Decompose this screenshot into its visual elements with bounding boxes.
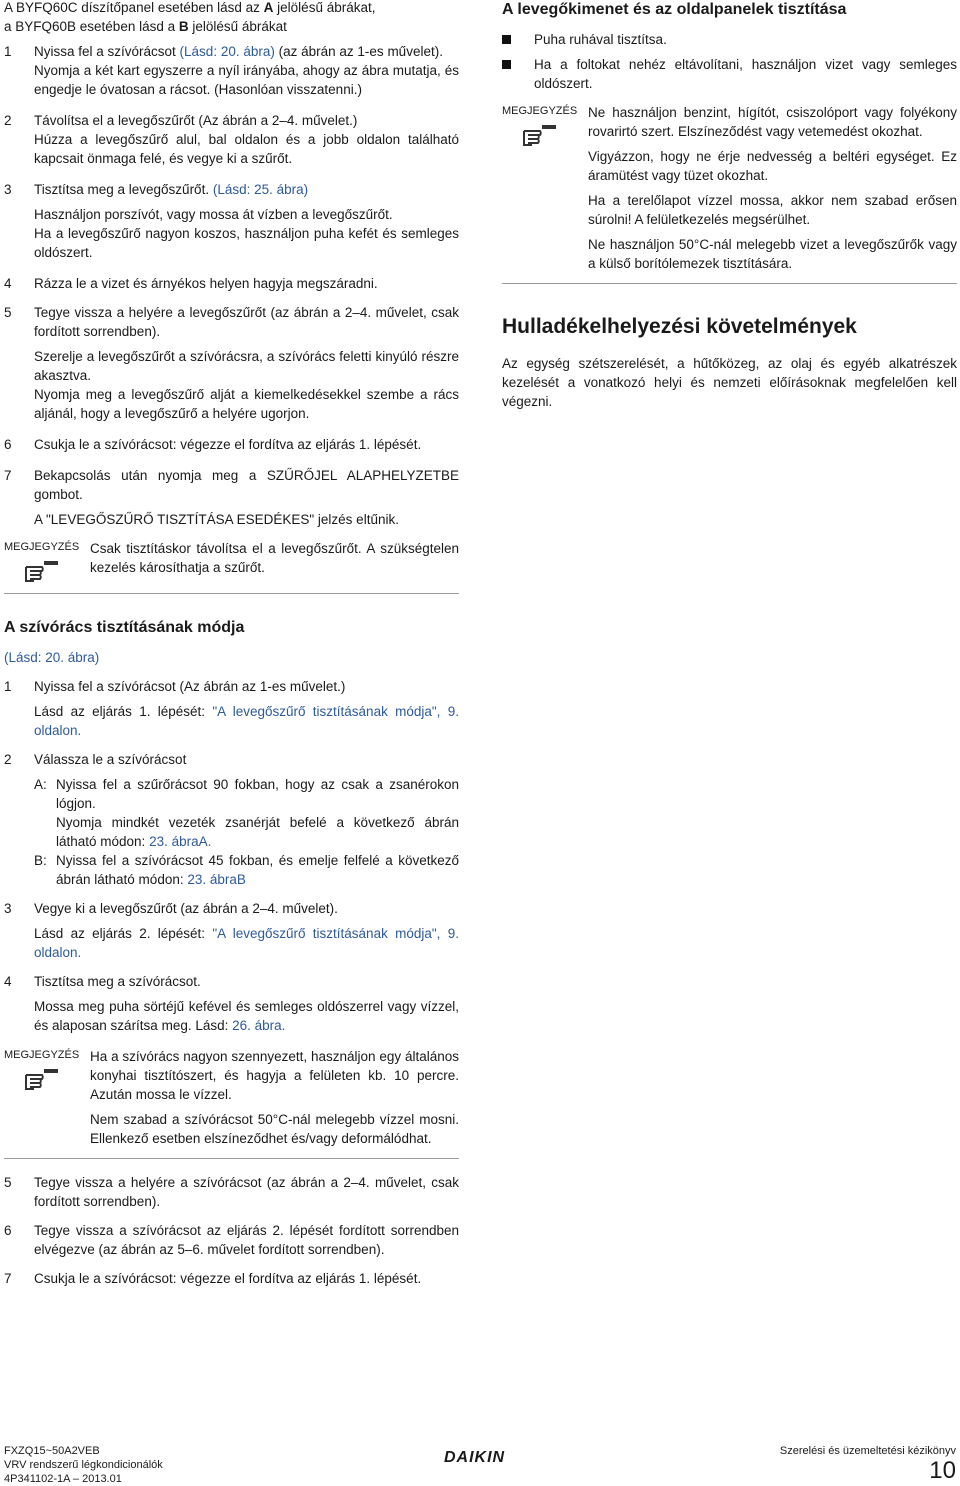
section-title-grille: A szívórács tisztításának módja <box>4 619 245 636</box>
grille-step-7: 7 Csukja le a szívórácsot: végezze el fordítva az eljárás 1. lépését. <box>4 1271 422 1286</box>
option-b: B: Nyissa fel a szívórácsot 45 fokban, és emelje felfelé a következő ábrán látható módon: 23. ábraB <box>34 853 459 887</box>
pointing-hand-icon <box>522 123 558 147</box>
grille-step-4: 4 Tisztítsa meg a szívórácsot. Mossa meg puha sörtéjű kefével és semleges oldószerrel vagy vízzel, és alaposan szárítsa meg. Lásd: 26. ábra. <box>4 974 459 1033</box>
step-3: 3 Tisztítsa meg a levegőszűrőt. (Lásd: 25. ábra) Használjon porszívót, vagy mossa át vízben a levegőszűrőt. Ha a levegőszűrő nagyon koszos, használjon puha kefét és semleges oldószert. <box>4 182 459 260</box>
intro-line-b: a BYFQ60B esetében lásd a B jelölésű ábrákat <box>4 19 287 34</box>
page-number: 10 <box>929 1457 956 1484</box>
note-outlet: MEGJEGYZÉS Ne használjon benzint, hígítót, csiszolóport vagy folyékony rovarirtó szert. Elszíneződést vagy vetemedést okozhat. Vigyázzon, hogy ne érje nedvesség a beltéri egységet. Ez áramütést vagy tüzet okozhat. Ha a terelőlapot vízzel mossa, akkor nem szabad erősen súrolni! A felületkezelés megsérülhet. Ne használjon 50°C-nál melegebb vizet a levegőszűrők vagy a külső borítólemezek tisztítására. <box>502 105 957 271</box>
figure-ref-link[interactable]: 23. ábraA. <box>149 834 212 849</box>
grille-step-1: 1 Nyissa fel a szívórácsot (Az ábrán az 1-es művelet.) Lásd az eljárás 1. lépését: "A levegőszűrő tisztításának módja", 9. oldalon. <box>4 679 459 738</box>
bullet-item: Ha a foltokat nehéz eltávolítani, használjon vizet vagy semleges oldószert. <box>502 55 957 93</box>
grille-step-3: 3 Vegye ki a levegőszűrőt (az ábrán a 2–4. művelet). Lásd az eljárás 2. lépését: "A levegőszűrő tisztításának módja", 9. oldalon. <box>4 901 459 960</box>
manual-title: Szerelési és üzemeltetési kézikönyv <box>779 1445 956 1457</box>
option-a: A: Nyissa fel a szűrőrácsot 90 fokban, hogy az csak a zsanérokon lógjon. Nyomja mindkét vezeték zsanérját befelé a következő ábrán látható módon: 23. ábraA. <box>34 777 459 849</box>
intro-line-a: A BYFQ60C díszítőpanel esetében lásd az A jelölésű ábrákat, <box>4 0 376 15</box>
step-2: 2 Távolítsa el a levegőszűrőt (Az ábrán a 2–4. művelet.) Húzza a levegőszűrő alul, bal oldalon és a jobb oldalon található kapcsait önmaga felé, és vegye ki a szűrőt. <box>4 113 459 166</box>
page-ref-link[interactable]: "A levegőszűrő tisztításának módja", 9. oldalon. <box>34 926 459 960</box>
figure-ref-link[interactable]: 23. ábraB <box>187 872 246 887</box>
model-code: FXZQ15~50A2VEB <box>4 1445 100 1457</box>
square-bullet-icon <box>502 60 511 69</box>
note-grille: MEGJEGYZÉS Ha a szívórács nagyon szennyezett, használjon egy általános konyhai tisztítószert, és hagyja a felületen kb. 10 percre. Azután mossa le vízzel. Nem szabad a szívórácsot 50°C-nál melegebb vízzel mosni. Ellenkező esetben elszíneződhet és/vagy deformálódhat. <box>4 1049 459 1146</box>
pointing-hand-icon <box>24 559 60 583</box>
step-6: 6 Csukja le a szívórácsot: végezze el fordítva az eljárás 1. lépését. <box>4 437 422 452</box>
right-column <box>502 0 957 411</box>
note-filter: MEGJEGYZÉS Csak tisztításkor távolítsa el a levegőszűrőt. A szükségtelen kezelés károsíthatja a szűrőt. <box>4 539 459 583</box>
doc-code: 4P341102-1A – 2013.01 <box>4 1473 122 1485</box>
grille-step-2: 2 Válassza le a szívórácsot A: Nyissa fel a szűrőrácsot 90 fokban, hogy az csak a zsanérokon lógjon. Nyomja mindkét vezeték zsanérját befelé a következő ábrán látható módon: 23. ábraA. B: Nyissa fel a szívórácsot 45 fokban, és emelje felfelé a következő ábrán látható módon: 23. ábraB <box>4 752 459 887</box>
footer-left <box>4 1444 163 1486</box>
note-label: MEGJEGYZÉS <box>4 1049 80 1061</box>
grille-step-6: 6 Tegye vissza a szívórácsot az eljárás 2. lépését fordított sorrendben elvégezve (az ábrán az 5–6. művelet fordított sorrendben). <box>4 1223 459 1257</box>
figure-ref-link[interactable]: (Lásd: 20. ábra) <box>4 650 100 665</box>
bullet-item: Puha ruhával tisztítsa. <box>502 30 957 49</box>
disposal-text: Az egység szétszerelését, a hűtőközeg, az olaj és egyéb alkatrészek kezelését a vonatkozó helyi és nemzeti előírásoknak megfelelően kell végezni. <box>502 356 957 409</box>
pointing-hand-icon <box>24 1067 60 1091</box>
figure-ref-link[interactable]: (Lásd: 25. ábra) <box>212 182 309 197</box>
square-bullet-icon <box>502 35 511 44</box>
note-label: MEGJEGYZÉS <box>502 105 578 117</box>
note-label: MEGJEGYZÉS <box>4 541 80 553</box>
series-name: VRV rendszerű légkondicionálók <box>4 1459 163 1471</box>
daikin-logo: DAIKIN <box>444 1449 506 1466</box>
page-footer <box>0 1440 960 1484</box>
section-title-disposal: Hulladékelhelyezési követelmények <box>502 315 857 338</box>
figure-ref-link[interactable]: 26. ábra. <box>232 1018 286 1033</box>
footer-right <box>780 1444 956 1484</box>
step-7: 7 Bekapcsolás után nyomja meg a SZŰRŐJEL ALAPHELYZETBE gombot. A "LEVEGŐSZŰRŐ TISZTÍTÁSA ESEDÉKES" jelzés eltűnik. <box>4 468 459 527</box>
page-ref-link[interactable]: "A levegőszűrő tisztításának módja", 9. oldalon. <box>34 704 459 738</box>
left-column <box>4 0 459 1288</box>
step-1: 1 Nyissa fel a szívórácsot (Lásd: 20. ábra) (az ábrán az 1-es művelet). Nyomja a két kart egyszerre a nyíl irányába, ahogy az ábra mutatja, és engedje le óvatosan a rácsot. (Hasonlóan visszatenni.) <box>4 44 459 97</box>
step-5: 5 Tegye vissza a helyére a levegőszűrőt (az ábrán a 2–4. művelet, csak fordított sorrendben). Szerelje a levegőszűrőt a szívórácsra, a szívórács feletti kinyúló részre akasztva. Nyomja meg a levegőszűrő alját a kiemelkedésekkel szembe a rács aljánál, hogy a levegőszűrő a helyére ugorjon. <box>4 305 459 421</box>
section-title-outlet: A levegőkimenet és az oldalpanelek tisztítása <box>502 1 847 18</box>
grille-step-5: 5 Tegye vissza a helyére a szívórácsot (az ábrán a 2–4. művelet, csak fordított sorrendben). <box>4 1175 459 1209</box>
figure-ref-link[interactable]: (Lásd: 20. ábra) <box>179 44 275 59</box>
step-4: 4 Rázza le a vizet és árnyékos helyen hagyja megszáradni. <box>4 276 378 291</box>
